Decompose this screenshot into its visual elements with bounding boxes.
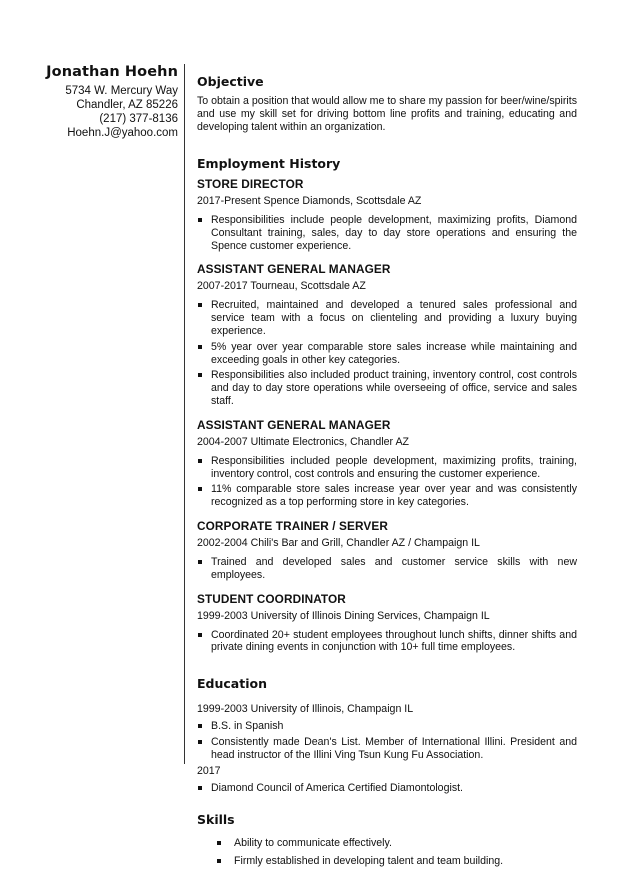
job-entry [197,262,577,407]
candidate-name: Jonathan Hoehn [46,64,178,80]
list-item: Responsibilities included people development, maximizing profits, training, inventory control, cost controls and ensuring the customer experience. [197,455,577,481]
education-dates: 1999-2003 University of Illinois, Champaign IL [197,703,414,716]
job-dates: 2017-Present Spence Diamonds, Scottsdale AZ [197,195,422,207]
employment-section [197,156,577,654]
objective-section [197,74,577,134]
main-content [197,74,577,871]
bullet-icon [198,560,202,564]
job-dates: 2007-2017 Tourneau, Scottsdale AZ [197,280,366,293]
bullet-icon [198,740,202,744]
list-item: Responsibilities include people development, maximizing profits, Diamond Consultant training, sales, day to day store operations and ensuring the Spence customer experience. [197,214,577,252]
bullet-icon [198,487,202,491]
phone-number: (217) 377-8136 [99,113,178,125]
job-entry [197,592,577,655]
bullet-icon [198,345,202,349]
bullet-icon [198,633,202,637]
objective-text: To obtain a position that would allow me to share my passion for beer/wine/spirits and use my skill set for driving bottom line profits and training, educating and developing talent within an organization. [197,95,577,133]
bullet-icon [217,859,221,863]
job-dates: 1999-2003 University of Illinois Dining Services, Champaign IL [197,609,490,622]
bullet-icon [198,373,202,377]
list-item: Diamond Council of America Certified Diamontologist. [197,782,577,795]
job-title: STUDENT COORDINATOR [197,591,346,606]
bullet-icon [198,724,202,728]
job-title: STORE DIRECTOR [197,177,304,191]
list-item: Ability to communicate effectively. [197,837,577,850]
bullet-icon [198,218,202,222]
job-entry [197,418,577,509]
list-item: Coordinated 20+ student employees throughout lunch shifts, dinner shifts and private dining events in conjunction with 10+ full time employees. [197,629,577,655]
list-item: Recruited, maintained and developed a tenured sales professional and service team with a focus on clienteling and providing a luxury buying experience. [197,299,577,337]
list-item: Responsibilities also included product training, inventory control, cost controls and day to day store operations while overseeing of office, service and sales staff. [197,369,577,407]
job-title: ASSISTANT GENERAL MANAGER [197,262,391,277]
email-address: Hoehn.J@yahoo.com [67,127,178,139]
contact-block [40,64,178,140]
employment-heading: Employment History [197,156,341,171]
objective-heading: Objective [197,74,264,89]
address-line-2: Chandler, AZ 85226 [76,99,178,111]
skills-section [197,812,577,868]
address-line-1: 5734 W. Mercury Way [65,85,178,97]
job-title: CORPORATE TRAINER / SERVER [197,518,388,533]
job-dates: 2004-2007 Ultimate Electronics, Chandler AZ [197,435,409,448]
bullet-icon [198,303,202,307]
skills-heading: Skills [197,812,235,828]
job-dates: 2002-2004 Chili's Bar and Grill, Chandler AZ / Champaign IL [197,536,480,549]
list-item: Firmly established in developing talent and team building. [197,855,577,868]
education-section [197,676,577,794]
list-item: 5% year over year comparable store sales increase while maintaining and exceeding goals in other key categories. [197,341,577,367]
bullet-icon [198,786,202,790]
job-title: ASSISTANT GENERAL MANAGER [197,417,391,432]
job-entry [197,519,577,582]
certification-year: 2017 [197,764,221,777]
bullet-icon [198,459,202,463]
list-item: B.S. in Spanish [197,720,577,733]
education-heading: Education [197,676,267,692]
list-item: Trained and developed sales and customer service skills with new employees. [197,556,577,582]
job-entry [197,177,577,252]
list-item: Consistently made Dean's List. Member of International Illini. President and head instructor of the Illini Ving Tsun Kung Fu Association. [197,736,577,762]
divider-line [184,64,185,764]
list-item: 11% comparable store sales increase year over year and was consistently recognized as a top performing store in key categories. [197,483,577,509]
bullet-icon [217,841,221,845]
